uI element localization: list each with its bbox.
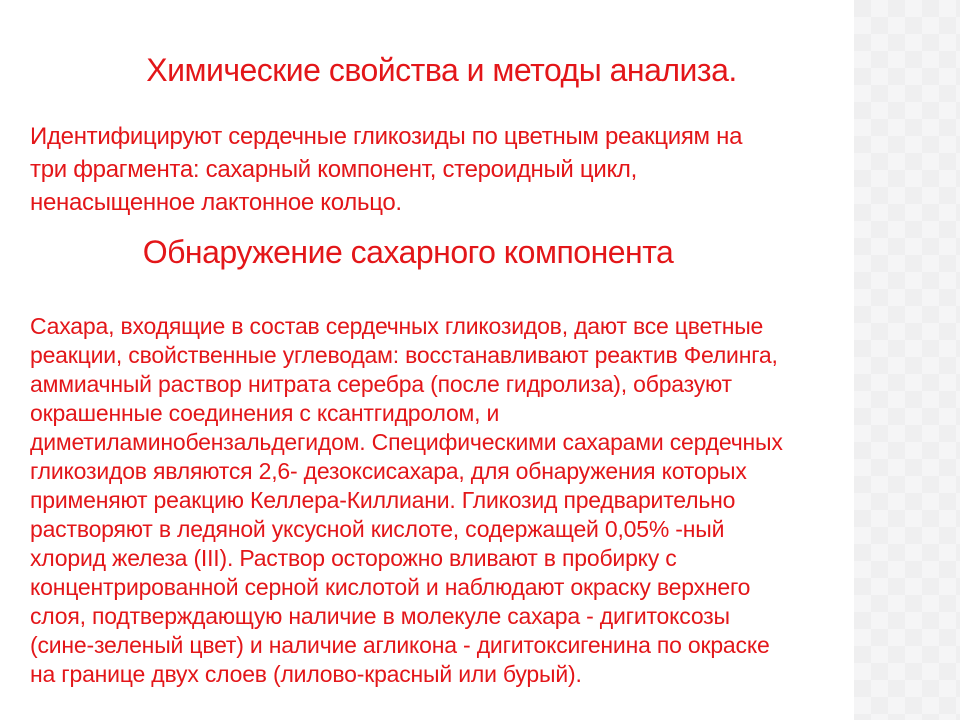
body-line: слоя, подтверждающую наличие в молекуле сахара - дигитоксозы [30,603,730,629]
body-line: применяют реакцию Келлера-Киллиани. Гликозид предварительно [30,487,736,513]
body-line: растворяют в ледяной уксусной кислоте, содержащей 0,05% -ный [30,516,725,542]
intro-line: три фрагмента: сахарный компонент, стероидный цикл, [30,156,638,183]
section-subtitle: Обнаружение сахарного компонента [142,234,674,270]
body-line: концентрированной серной кислотой и наблюдают окраску верхнего [30,574,751,600]
body-line: Сахара, входящие в состав сердечных гликозидов, дают все цветные [30,313,764,339]
body-line: диметиламинобензальдегидом. Специфическими сахарами сердечных [30,429,783,455]
body-line: окрашенные соединения с ксантгидролом, и [30,400,500,426]
body-line: гликозидов являются 2,6- дезоксисахара, для обнаружения которых [30,458,747,484]
body-line: (сине-зеленый цвет) и наличие агликона - дигитоксигенина по окраске [30,632,770,658]
body-line: аммиачный раствор нитрата серебра (после гидролиза), образуют [30,371,732,397]
body-line: хлорид железа (III). Раствор осторожно вливают в пробирку с [30,545,677,571]
decorative-side-strip [854,0,960,720]
slide-title: Химические свойства и методы анализа. [146,52,737,88]
intro-line: Идентифицируют сердечные гликозиды по цветным реакциям на [30,123,743,150]
intro-line: ненасыщенное лактонное кольцо. [30,189,402,216]
body-line: на границе двух слоев (лилово-красный или бурый). [30,661,582,687]
intro-paragraph [30,120,860,219]
body-paragraph [30,312,860,689]
body-line: реакции, свойственные углеводам: восстанавливают реактив Фелинга, [30,342,778,368]
